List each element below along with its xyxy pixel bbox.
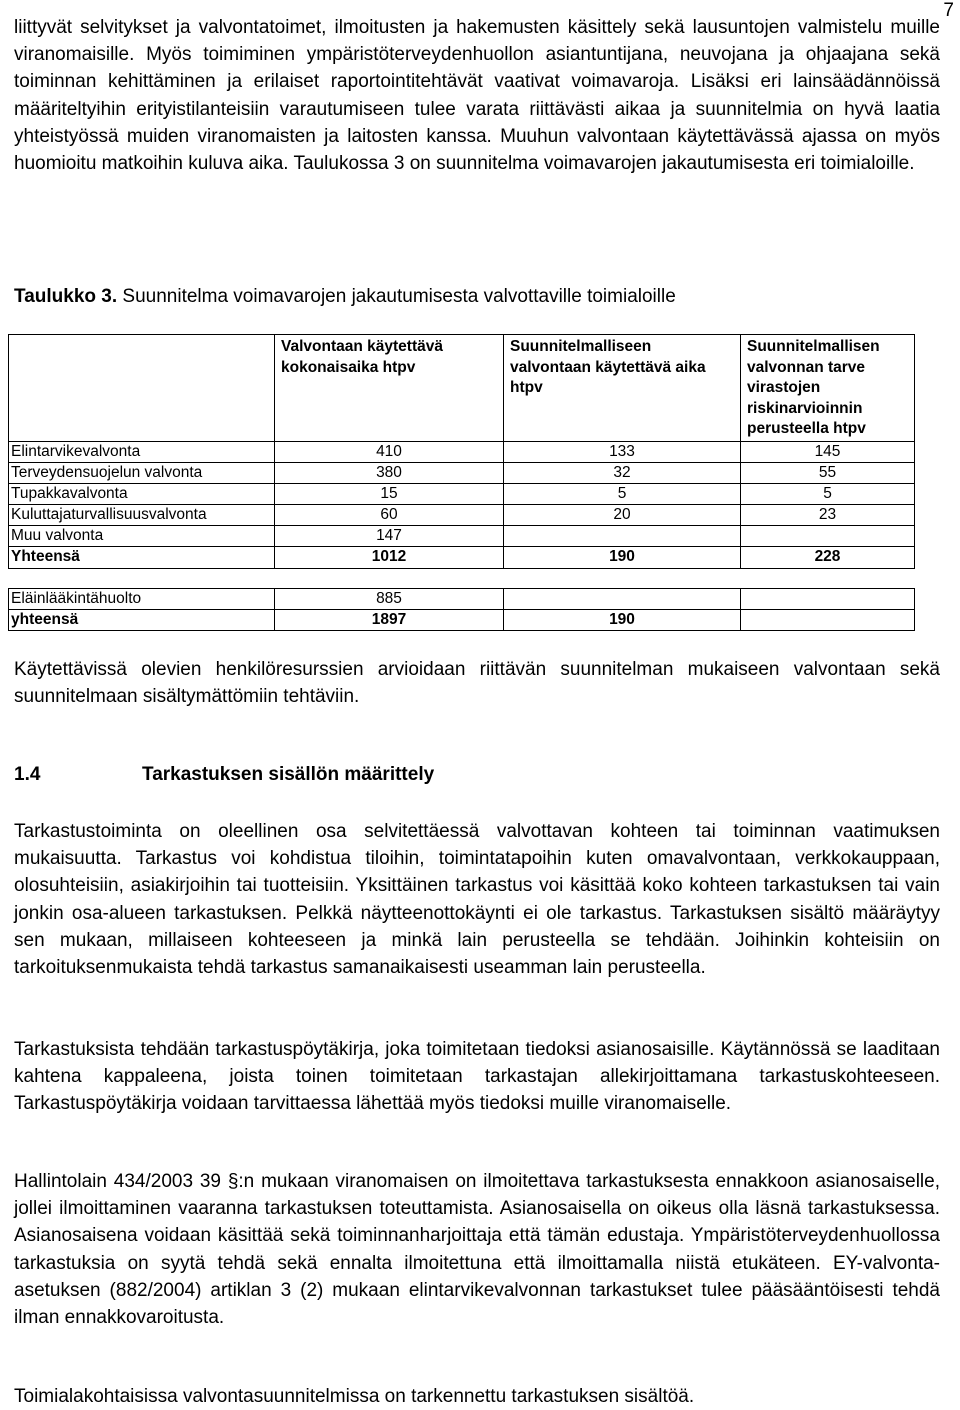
table-spacer-row [9,568,915,588]
cell-value: 228 [741,547,915,568]
spacer-cell [741,568,915,588]
cell-value: 190 [504,547,741,568]
row-label: Elintarvikevalvonta [9,441,275,462]
table-row [9,462,915,483]
row-label: Eläinlääkintähuolto [9,588,275,609]
table-row [9,483,915,504]
body-paragraph: Tarkastustoiminta on oleellinen osa selvitettäessä valvottavan kohteen tai toiminnan vaatimuksen mukaisuutta. Tarkastus voi kohdistua tiloihin, toimintatapoihin kuten omavalvontaan, verkkokauppaan, olosuhteisiin, asiakirjoihin tai tuotteisiin. Yksittäinen tarkastus voi käsittää koko kohteen tarkastuksen tai vain jonkin osa-alueen tarkastuksen. Pelkkä näytteenottokäynti ei ole tarkastus. Tarkastuksen sisältö määräytyy sen mukaan, millaiseen kohteeseen ja minkä lain perusteella se tehdään. Joihinkin kohteisiin on tarkoituksenmukaista tehdä tarkastus samanaikaisesti useamman lain perusteella. [14,821,940,979]
cell-value: 133 [504,441,741,462]
page-number: 7 [943,0,954,21]
after-table-paragraph: Käytettävissä olevien henkilöresurssien arvioidaan riittävän suunnitelman mukaiseen valvontaan sekä suunnitelmaan sisältymättömiin tehtäviin. [14,659,940,708]
body-paragraph: Tarkastuksista tehdään tarkastuspöytäkirja, joka toimitetaan tiedoksi asianosaisille. Käytännössä se laaditaan kahtena kappaleena, joista toinen toimitetaan tarkastajan allekirjoittamana tarkastuskohteeseen. Tarkastuspöytäkirja voidaan tarvittaessa lähettää myös tiedoksi muille viranomaiselle. [14,1039,940,1115]
table-header-row [9,335,915,442]
cell-value: 190 [504,609,741,630]
spacer-cell [504,568,741,588]
table-row-grand-total [9,609,915,630]
cell-value: 885 [275,588,504,609]
cell-value: 145 [741,441,915,462]
body-paragraph: Toimialakohtaisissa valvontasuunnitelmissa on tarkennettu tarkastuksen sisältöä. [14,1386,695,1407]
row-label: Yhteensä [9,547,275,568]
cell-value: 60 [275,505,504,526]
table-row [9,588,915,609]
cell-value: 15 [275,483,504,504]
table-row [9,505,915,526]
cell-value: 55 [741,462,915,483]
row-label: Terveydensuojelun valvonta [9,462,275,483]
table-header-planned-time: Suunnitelmalliseen valvontaan käytettävä aika htpv [504,335,741,442]
row-label: yhteensä [9,609,275,630]
table-caption-label: Taulukko 3. [14,286,118,307]
cell-value: 5 [741,483,915,504]
spacer-cell [275,568,504,588]
cell-value [741,526,915,547]
cell-value: 23 [741,505,915,526]
cell-value: 32 [504,462,741,483]
section-number: 1.4 [14,764,41,785]
cell-value [741,588,915,609]
table-row [9,526,915,547]
row-label: Tupakkavalvonta [9,483,275,504]
cell-value: 1012 [275,547,504,568]
cell-value: 380 [275,462,504,483]
table-header-planned-need: Suunnitelmallisen valvonnan tarve virastojen riskinarvioinnin perusteella htpv [741,335,915,442]
table-caption [14,286,676,308]
cell-value: 20 [504,505,741,526]
table-header-total-time: Valvontaan käytettävä kokonaisaika htpv [275,335,504,442]
cell-value: 410 [275,441,504,462]
row-label: Muu valvonta [9,526,275,547]
section-heading [14,764,434,786]
table-caption-text: Suunnitelma voimavarojen jakautumisesta valvottaville toimialoille [117,286,676,307]
cell-value: 147 [275,526,504,547]
row-label: Kuluttajaturvallisuusvalvonta [9,505,275,526]
intro-paragraph: liittyvät selvitykset ja valvontatoimet, ilmoitusten ja hakemusten käsittely sekä lausuntojen valmistelu muille viranomaisille. Myös toimiminen ympäristöterveydenhuollon asiantuntijana, neuvojana ja ohjaajana sekä toiminnan kehittäminen ja erilaiset raportointitehtävät vaativat voimavaroja. Lisäksi eri lainsäädännöissä määriteltyihin erityistilanteisiin varautumiseen tulee varata riittävästi aikaa ja suunnitelmia on hyvä laatia yhteistyössä muiden viranomaisten ja laitosten kanssa. Muuhun valvontaan käytettävässä ajassa on myös huomioitu matkoihin kuluva aika. Taulukossa 3 on suunnitelma voimavarojen jakautumisesta eri toimialoille. [14,17,940,175]
spacer-cell [9,568,275,588]
cell-value [741,609,915,630]
cell-value: 5 [504,483,741,504]
table-row-total [9,547,915,568]
cell-value [504,526,741,547]
table-row [9,441,915,462]
body-paragraph: Hallintolain 434/2003 39 §:n mukaan viranomaisen on ilmoitettava tarkastuksesta ennakkoon asianosaiselle, jollei ilmoittaminen vaaranna tarkastuksen toteuttamista. Asianosaisella on oikeus olla läsnä tarkastuksessa. Asianosaisena voidaan käsittää sekä toiminnanharjoittaja että tämän edustaja. Ympäristöterveydenhuollossa tarkastuksia on syytä tehdä sekä ennalta ilmoitettuna että ilmoittamalla niistä etukäteen. EY-valvonta-asetuksen (882/2004) artiklan 3 (2) mukaan elintarvikevalvonnan tarkastukset tulee pääsääntöisesti tehdä ilman ennakkovaroitusta. [14,1171,940,1329]
resource-table [8,334,915,631]
table-header-empty [9,335,275,442]
cell-value [504,588,741,609]
section-title: Tarkastuksen sisällön määrittely [142,764,435,785]
cell-value: 1897 [275,609,504,630]
